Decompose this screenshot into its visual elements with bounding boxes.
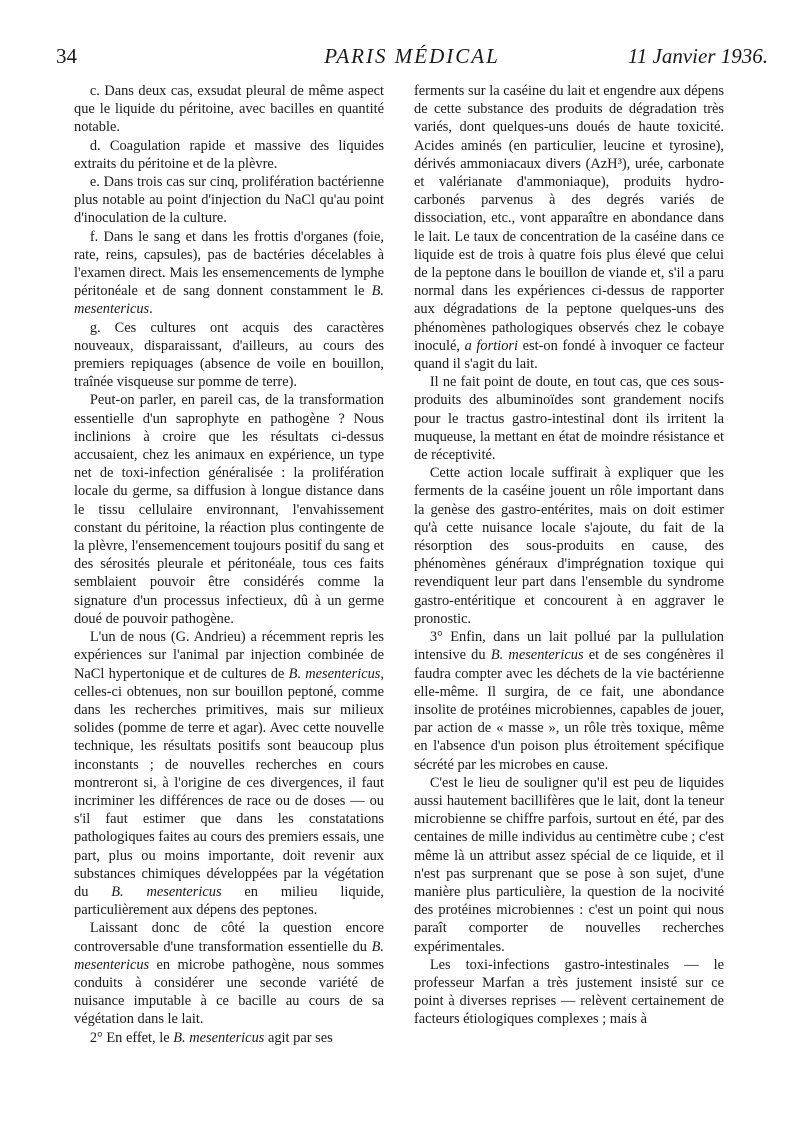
paragraph bbox=[74, 82, 384, 137]
text-run: en microbe pathogène, nous sommes conduits à considérer une seconde variété de nuisance imputable à ce bacille au cours de sa végétation dans le lait. bbox=[74, 956, 384, 1028]
text-run: Laissant donc de côté la question encore controversable d'une transformation essentielle du bbox=[74, 920, 384, 955]
paragraph bbox=[414, 373, 724, 464]
paragraph bbox=[414, 82, 724, 373]
text-run: Cette action locale suffirait à expliquer que les ferments de la caséine jouent un rôle important dans la genèse des gastro-entérites, mais on doit estimer qu'à cette nuisance locale s'ajoute, du fait de la résorption des sous-produits en cause, des phénomènes généraux d'imprégnation toxique qui revendiquent leur part dans l'ensemble du syndrome gastro-entéritique et concourent à en aggraver le pronostic. bbox=[414, 465, 724, 627]
italic-run: a fortiori bbox=[464, 337, 519, 354]
text-run: 3° Enfin, dans un lait pollué par la pullulation intensive du bbox=[414, 629, 724, 664]
text-run: f. Dans le sang et dans les frottis d'organes (foie, rate, reins, capsules), pas de bactéries décelables à l'examen direct. Mais les ensemencements de lymphe péritonéale et de sang donnent constamment le bbox=[74, 228, 384, 300]
text-run: agit par ses bbox=[264, 1029, 333, 1046]
text-run: Les toxi-infections gastro-intestinales — le professeur Marfan a très justement insisté sur ce point à diverses reprises — relèvent certainement de facteurs étiologiques complexes ; mais à bbox=[414, 956, 724, 1028]
left-column bbox=[74, 82, 384, 1047]
italic-run: B. mesentericus bbox=[74, 283, 384, 318]
text-run: et de ses congénères il faudra compter avec les déchets de la vie bactérienne elle-même. Il surgira, de ce fait, une abondance insolite de protéines microbiennes, capables de jouer, par action de « masse », un rôle très toxique, même en l'absence d'un poison plus étroitement spécifique sécrété par les microbes en cause. bbox=[414, 647, 724, 773]
italic-run: B. mesentericus bbox=[173, 1029, 265, 1046]
text-run: 2° En effet, le bbox=[89, 1029, 174, 1046]
text-run: c. Dans deux cas, exsudat pleural de même aspect que le liquide du péritoine, avec bacilles en quantité notable. bbox=[74, 83, 384, 136]
italic-run: B. mesentericus bbox=[111, 883, 222, 900]
paragraph bbox=[414, 774, 724, 956]
text-run: en milieu liquide, particulièrement aux dépens des peptones. bbox=[74, 883, 384, 919]
journal-title: PARIS MÉDICAL bbox=[324, 44, 500, 68]
paragraph bbox=[74, 319, 384, 392]
right-column bbox=[414, 82, 724, 1029]
paragraph bbox=[414, 956, 724, 1029]
text-run: est-on fondé à invoquer ce facteur quand il s'agit du lait. bbox=[414, 337, 724, 373]
text-run: L'un de nous (G. Andrieu) a récemment repris les expériences sur l'animal par injection combinée de NaCl hypertonique et de cultures de bbox=[74, 629, 384, 682]
paragraph bbox=[74, 628, 384, 919]
paragraph bbox=[74, 173, 384, 228]
text-run: e. Dans trois cas sur cinq, prolifération bactérienne plus notable au point d'injection du NaCl qu'au point d'inoculation de la culture. bbox=[74, 174, 384, 227]
text-run: d. Coagulation rapide et massive des liquides extraits du péritoine et de la plèvre. bbox=[74, 137, 384, 172]
paragraph bbox=[414, 628, 724, 774]
paragraph bbox=[74, 137, 384, 173]
issue-date: 11 Janvier 1936. bbox=[627, 44, 768, 68]
text-run: C'est le lieu de souligner qu'il est peu de liquides aussi hautement bacillifères que le lait, dont la teneur microbienne se chiffre parfois, surtout en été, par des centaines de mille individus au centimètre cube ; c'est même là un attribut assez spécial de ce liquide, et il n'est pas surprenant que se pose à son sujet, d'une manière plus particulière, la question de la nocivité des protéines microbiennes : c'est un point qui nous paraît comporter de nouvelles recherches expérimentales. bbox=[414, 774, 724, 955]
italic-run: B. mesentericus bbox=[490, 647, 584, 664]
paragraph bbox=[74, 919, 384, 1028]
paragraph bbox=[414, 464, 724, 628]
italic-run: B. mesentericus bbox=[74, 938, 384, 973]
italic-run: B. mesentericus bbox=[288, 665, 381, 682]
page-number: 34 bbox=[56, 44, 77, 68]
text-run: , celles-ci obtenues, non sur bouillon peptoné, comme dans les recherches primitives, mais sur milieux solides (pomme de terre et agar). Avec cette nouvelle technique, les résultats positifs sont beaucoup plus inconstants ; de nouvelles recherches en cours montreront si, à l'origine de ces divergences, il faut incriminer les différences de race ou de doses — ou s'il faut estimer que dans les constatations pathologiques faites au cours des premiers essais, une part, plus ou moins importante, doit revenir aux substances chimiques développées par la végétation du bbox=[74, 665, 384, 900]
text-run: ferments sur la caséine du lait et engendre aux dépens de cette substance des produits de dégradation très variés, dont quelques-uns doués de haute toxicité. Acides aminés (en particulier, leucine et tyrosine), dérivés ammoniacaux divers (AzH³), urée, carbonate et valérianate d'ammoniaque), produits hydro-carbonés parvenus à des degrés variés de dissociation, etc., vont apparaître en abondance dans le lait. Le taux de concentration de la caséine dans ce liquide est de trois à quatre fois plus élevé que celui de la peptone dans le bouillon de viande et, s'il a paru normal dans les expériences ci-dessus de rapporter aux dégradations de la peptone quelques-uns des phénomènes pathologiques observés chez le cobaye inoculé, bbox=[414, 83, 724, 354]
paragraph bbox=[74, 228, 384, 319]
text-run: . bbox=[149, 301, 153, 318]
text-run: Peut-on parler, en pareil cas, de la transformation essentielle d'un saprophyte en pathogène ? Nous inclinions à croire que les résultats ci-dessus accusaient, chez les animaux en expérience, un type net de toxi-infection généralisée : la prolifération locale du germe, sa diffusion à longue distance dans le tissu cellulaire environnant, l'envahissement constant du péritoine, la réaction plus contingente de la plèvre, l'ensemencement toujours positif du sang et des sérosités pleurale et péritonéale, tous ces faits semblaient pouvoir être considérés comme la signature d'un processus infectieux, dû à un germe doué de pouvoir pathogène. bbox=[74, 392, 384, 627]
text-run: g. Ces cultures ont acquis des caractères nouveaux, disparaissant, d'ailleurs, au cours des premiers repiquages (absence de voile en bouillon, traînée visqueuse sur pomme de terre). bbox=[74, 319, 384, 391]
paragraph bbox=[74, 391, 384, 628]
page-header bbox=[56, 44, 768, 74]
text-run: Il ne fait point de doute, en tout cas, que ces sous-produits des albuminoïdes sont grandement nocifs pour le tractus gastro-intestinal dont ils irritent la muqueuse, la mettant en état de moindre résistance et de réceptivité. bbox=[414, 374, 724, 464]
paragraph bbox=[74, 1029, 384, 1047]
